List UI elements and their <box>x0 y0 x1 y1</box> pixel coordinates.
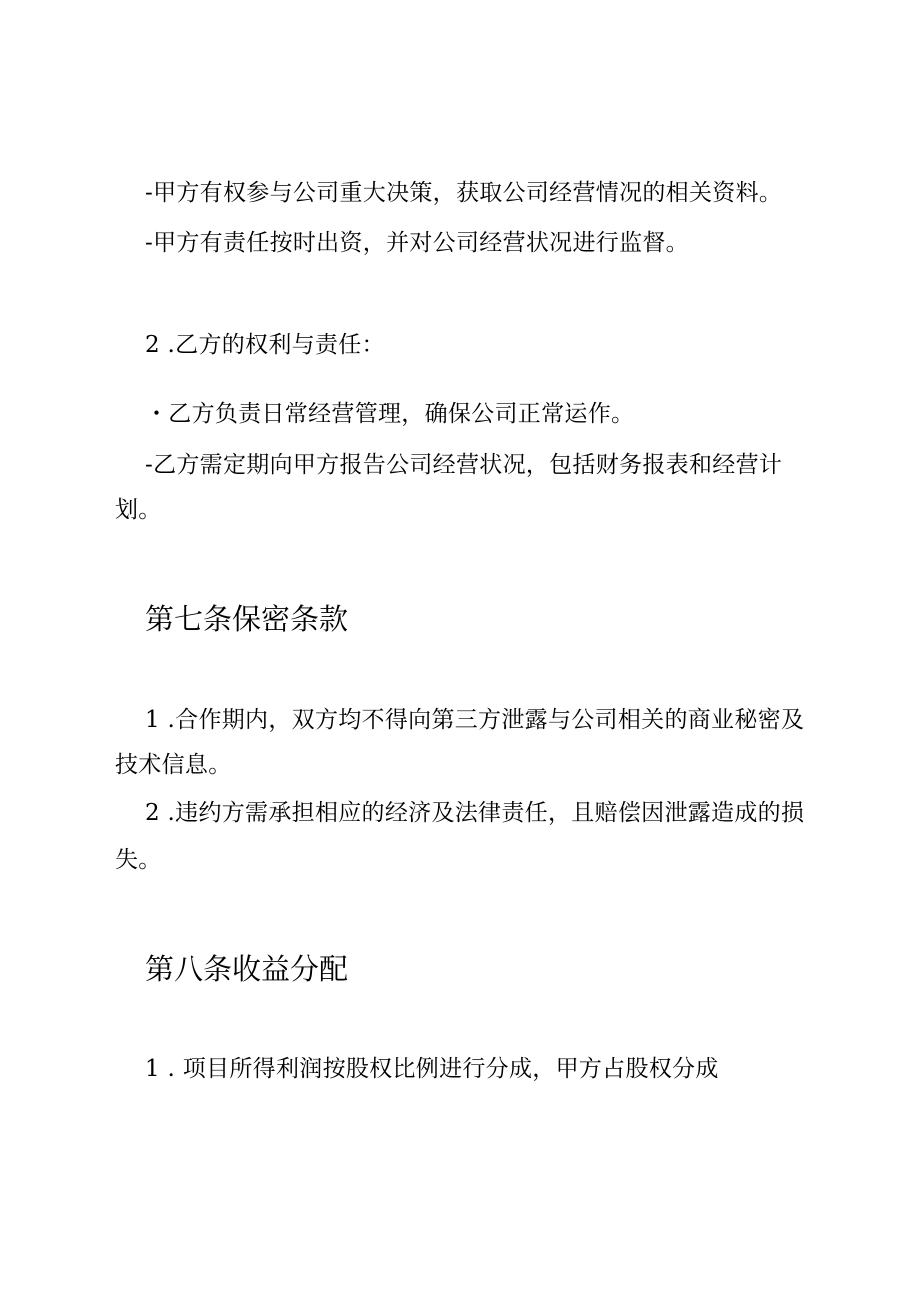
party-a-duty-item: -甲方有责任按时出资，并对公司经营状况进行监督。 <box>145 230 689 256</box>
profit-clause-1: 1 . 项目所得利润按股权比例进行分成，甲方占股权分成 <box>145 1056 719 1082</box>
party-a-right-item: -甲方有权参与公司重大决策，获取公司经营情况的相关资料。 <box>145 180 783 206</box>
confidentiality-clause-2: 2 .违约方需承担相应的经济及法律责任，且赔偿因泄露造成的损 <box>145 800 805 826</box>
party-b-report-item-continuation: 划。 <box>115 497 162 523</box>
confidentiality-clause-2-continuation: 失。 <box>115 847 162 873</box>
party-b-subheading: 2 .乙方的权利与责任： <box>145 332 385 358</box>
section-8-title: 第八条收益分配 <box>145 952 349 986</box>
party-b-management-item: ・乙方负责日常经营管理，确保公司正常运作。 <box>145 401 635 427</box>
confidentiality-clause-1-continuation: 技术信息。 <box>115 752 232 778</box>
confidentiality-clause-1: 1 .合作期内，双方均不得向第三方泄露与公司相关的商业秘密及 <box>145 707 805 733</box>
party-b-report-item: -乙方需定期向甲方报告公司经营状况，包括财务报表和经营计 <box>145 452 783 478</box>
section-7-title: 第七条保密条款 <box>145 602 349 636</box>
